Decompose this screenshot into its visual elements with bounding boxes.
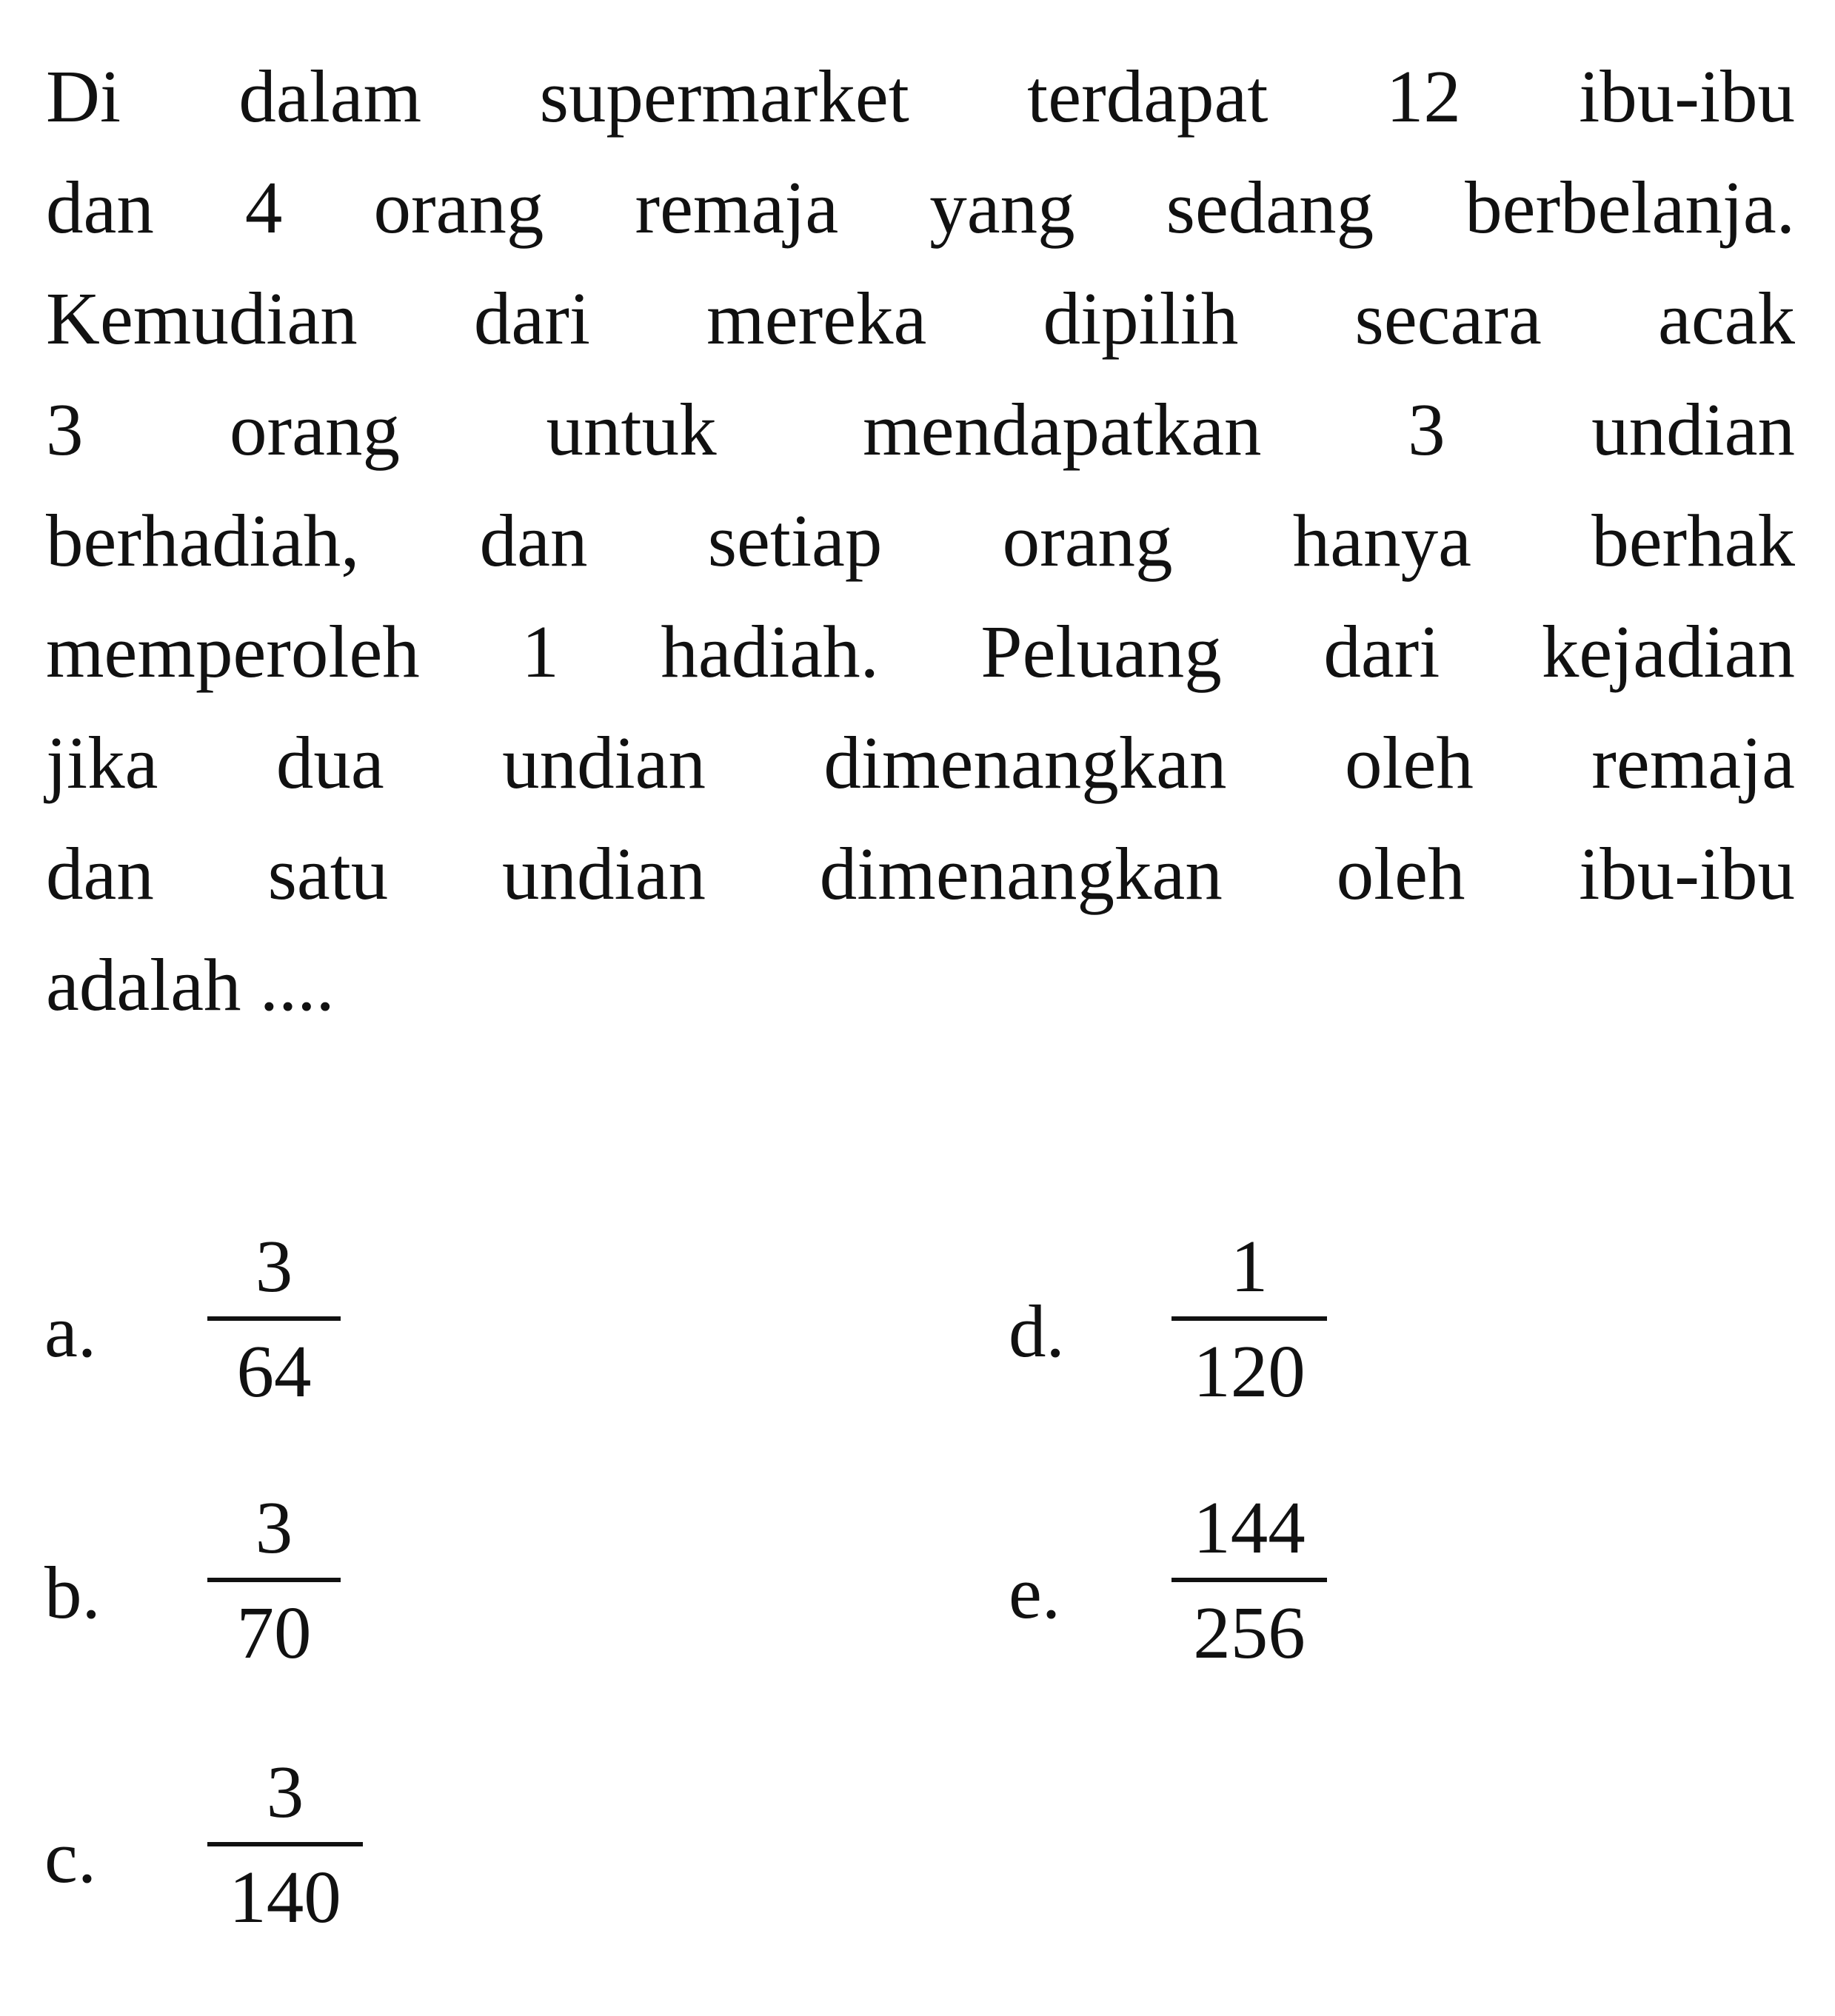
fraction-bar: [1171, 1578, 1327, 1582]
fraction: [207, 1222, 341, 1416]
question-line: memperoleh 1 hadiah. Peluang dari kejadian: [46, 610, 1795, 693]
numerator: 3: [266, 1750, 304, 1833]
denominator: 120: [1193, 1330, 1306, 1413]
denominator: 70: [236, 1591, 312, 1674]
denominator: 140: [229, 1855, 341, 1938]
fraction-bar: [207, 1316, 341, 1321]
fraction-bar: [1171, 1316, 1327, 1321]
question-line: Di dalam supermarket terdapat 12 ibu-ibu: [46, 55, 1795, 138]
numerator: 3: [255, 1225, 293, 1307]
question-line: 3 orang untuk mendapatkan 3 undian: [46, 388, 1795, 471]
fraction: [207, 1747, 363, 1941]
option-letter: a.: [44, 1290, 97, 1373]
option-letter: c.: [44, 1815, 97, 1898]
fraction-bar: [207, 1842, 363, 1846]
option-letter: b.: [44, 1551, 101, 1634]
fraction: [1171, 1483, 1327, 1677]
option-letter: e.: [1009, 1551, 1061, 1634]
question-text: [46, 41, 1795, 1040]
question-line: adalah ....: [46, 943, 335, 1026]
question-line: dan satu undian dimenangkan oleh ibu-ibu: [46, 832, 1795, 915]
numerator: 1: [1230, 1225, 1269, 1307]
option-letter: d.: [1009, 1290, 1065, 1373]
question-line: berhadiah, dan setiap orang hanya berhak: [46, 499, 1795, 582]
question-line: dan 4 orang remaja yang sedang berbelanja.: [46, 166, 1795, 249]
question-line: Kemudian dari mereka dipilih secara acak: [46, 277, 1795, 360]
fraction-bar: [207, 1578, 341, 1582]
fraction: [207, 1483, 341, 1677]
numerator: 3: [255, 1486, 293, 1569]
numerator: 144: [1193, 1486, 1306, 1569]
denominator: 64: [236, 1330, 312, 1413]
fraction: [1171, 1222, 1327, 1416]
denominator: 256: [1193, 1591, 1306, 1674]
question-line: jika dua undian dimenangkan oleh remaja: [46, 721, 1795, 804]
